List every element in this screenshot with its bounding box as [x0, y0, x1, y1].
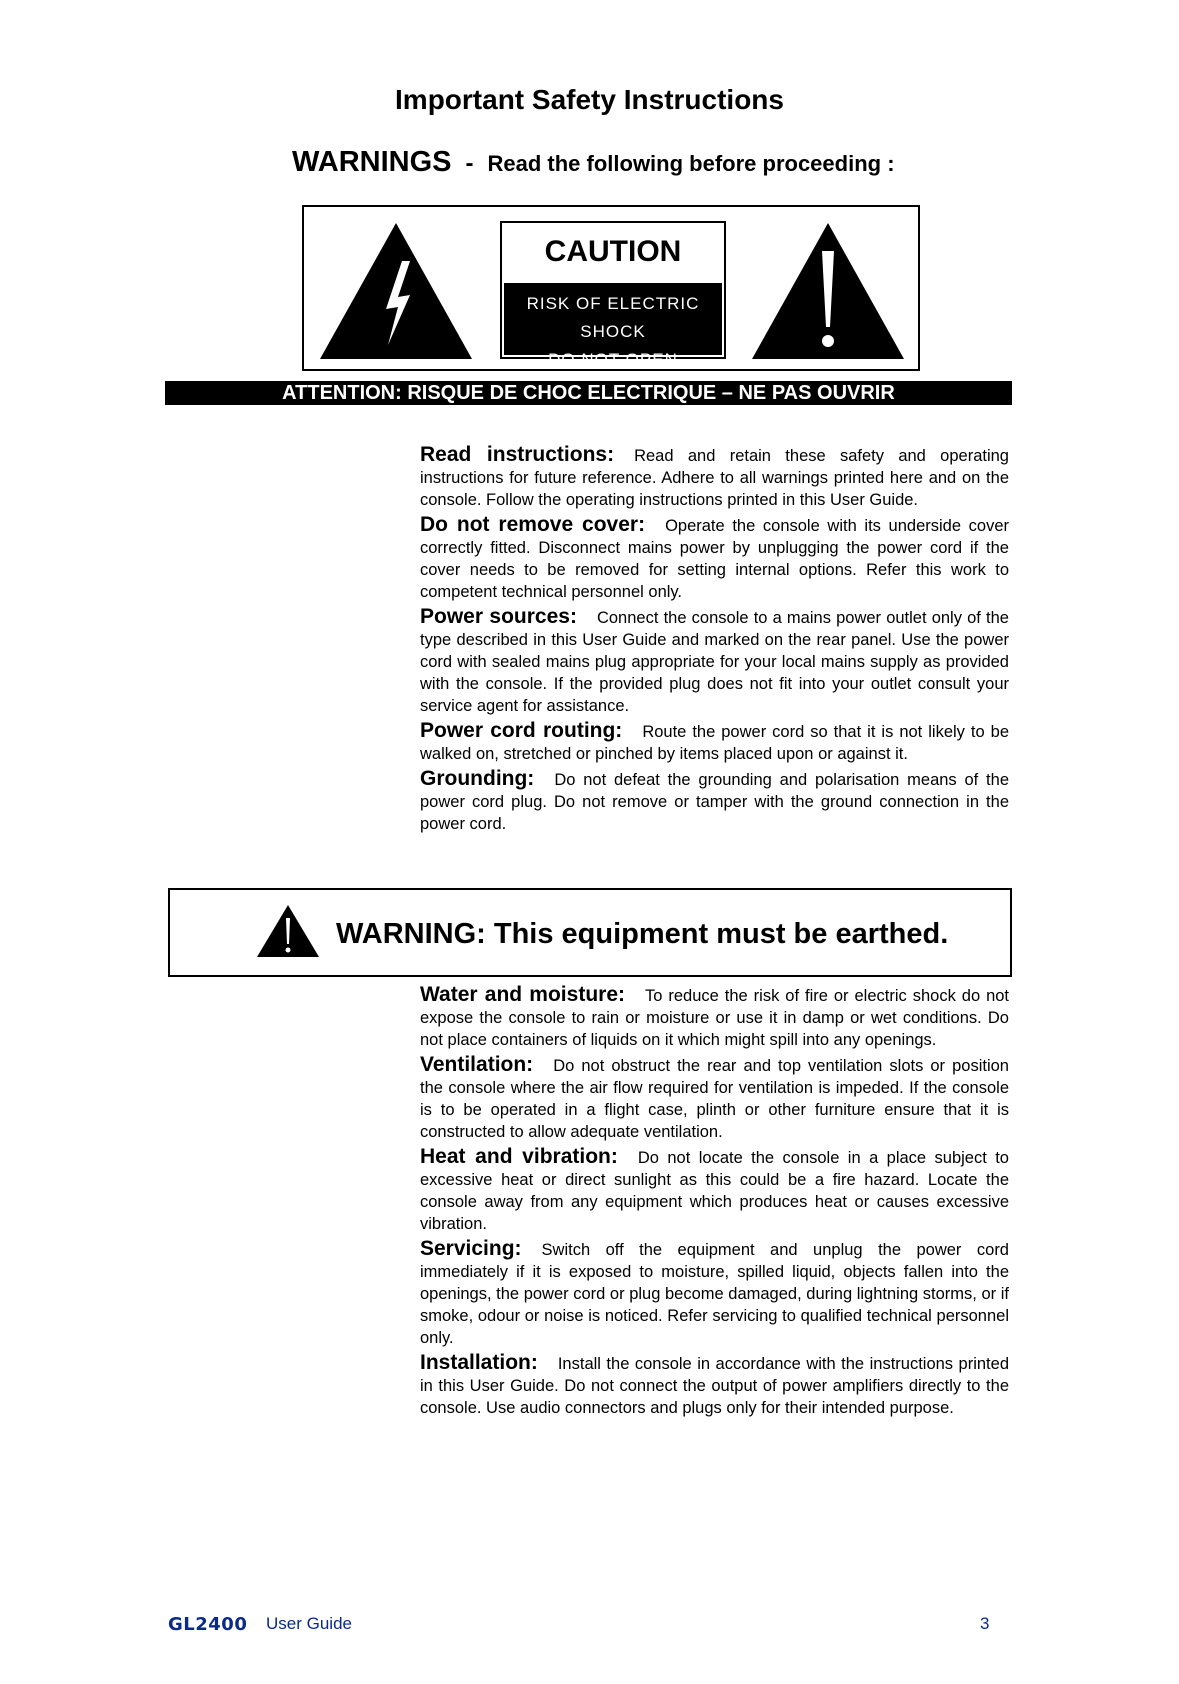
- instruction-item: [420, 768, 1009, 835]
- caution-line-2: DO NOT OPEN: [548, 350, 678, 369]
- earth-warning-box: [168, 888, 1012, 977]
- instruction-heading: Read instructions:: [420, 443, 615, 466]
- footer-guide-label: User Guide: [266, 1614, 352, 1633]
- instruction-text: Connect the console to a mains power outlet only of the type described in this User Guide and marked on the rear panel. Use the power cord with sealed mains plug appropriate for your local mains supply as provided with the console. If the provided plug does not fit into your outlet consult your service agent for assistance.: [420, 609, 1009, 715]
- caution-line-1: RISK OF ELECTRIC SHOCK: [526, 294, 700, 341]
- instruction-item: [420, 1238, 1009, 1349]
- instruction-heading: Heat and vibration:: [420, 1145, 618, 1168]
- instruction-item: [420, 514, 1009, 603]
- warnings-label: WARNINGS: [292, 146, 452, 178]
- instruction-item: [420, 1146, 1009, 1235]
- page-title: Important Safety Instructions: [395, 84, 784, 115]
- instruction-item: [420, 720, 1009, 765]
- instruction-heading: Servicing:: [420, 1237, 522, 1260]
- caution-title: CAUTION: [544, 235, 682, 268]
- instruction-item: [420, 444, 1009, 511]
- exclamation-warning-icon: [750, 221, 906, 361]
- instruction-heading: Ventilation:: [420, 1053, 534, 1076]
- instruction-heading: Power cord routing:: [420, 719, 623, 742]
- instruction-text: Do not defeat the grounding and polarisation means of the power cord plug. Do not remove or tamper with the ground connection in the power cord.: [420, 771, 1009, 833]
- instruction-text: Switch off the equipment and unplug the power cord immediately if it is exposed to moisture, spilled liquid, objects fallen into the openings, the power cord or plug become damaged, during lightning storms, or if smoke, odour or noise is noticed. Refer servicing to qualified technical personnel only.: [420, 1241, 1009, 1347]
- instruction-text: Do not locate the console in a place subject to excessive heat or direct sunlight as this could be a fire hazard. Locate the console away from any equipment which produces heat or causes excessive vibration.: [420, 1149, 1009, 1233]
- warnings-separator: -: [465, 150, 474, 177]
- instruction-item: [420, 984, 1009, 1051]
- instruction-text: Operate the console with its underside cover correctly fitted. Disconnect mains power by unplugging the power cord if the cover needs to be removed for setting internal options. Refer this work to competent technical personnel only.: [420, 517, 1009, 601]
- instruction-heading: Power sources:: [420, 605, 577, 628]
- instruction-item: [420, 1054, 1009, 1143]
- instruction-item: [420, 606, 1009, 717]
- caution-label: [500, 221, 726, 369]
- instructions-top: [420, 444, 1009, 835]
- exclamation-warning-icon: [256, 904, 320, 963]
- caution-subtext: [504, 283, 722, 369]
- instruction-text: Install the console in accordance with the instructions printed in this User Guide. Do not connect the output of power amplifiers directly to the console. Use audio connectors and plugs only for their intended purpose.: [420, 1355, 1009, 1417]
- attention-bar: ATTENTION: RISQUE DE CHOC ELECTRIQUE – NE PAS OUVRIR: [165, 381, 1012, 405]
- warnings-heading: [292, 146, 895, 179]
- warnings-subtitle: Read the following before proceeding :: [487, 151, 895, 176]
- instruction-text: To reduce the risk of fire or electric shock do not expose the console to rain or moisture or use it in damp or wet conditions. Do not place containers of liquids on it which might spill into any openings.: [420, 987, 1010, 1049]
- instruction-text: Read and retain these safety and operating instructions for future reference. Adhere to all warnings printed here and on the console. Follow the operating instructions printed in this User Guide.: [420, 447, 1009, 509]
- instruction-heading: Grounding:: [420, 767, 535, 790]
- instruction-item: [420, 1352, 1009, 1419]
- instruction-heading: Do not remove cover:: [420, 513, 646, 536]
- page-number: 3: [980, 1614, 990, 1633]
- lightning-warning-icon: [318, 221, 474, 361]
- instruction-heading: Water and moisture:: [420, 983, 625, 1006]
- instruction-text: Route the power cord so that it is not likely to be walked on, stretched or pinched by items placed upon or against it.: [420, 723, 1009, 763]
- earth-warning-text: WARNING: This equipment must be earthed.: [336, 918, 949, 950]
- instruction-text: Do not obstruct the rear and top ventilation slots or position the console where the air flow required for ventilation is impeded. If the console is to be operated in a flight case, plinth or other furniture ensure that it is constructed to allow adequate ventilation.: [420, 1057, 1009, 1141]
- footer-logo: GL2400: [168, 1614, 248, 1635]
- instruction-heading: Installation:: [420, 1351, 538, 1374]
- caution-panel: [302, 205, 920, 371]
- instructions-bottom: [420, 984, 1009, 1419]
